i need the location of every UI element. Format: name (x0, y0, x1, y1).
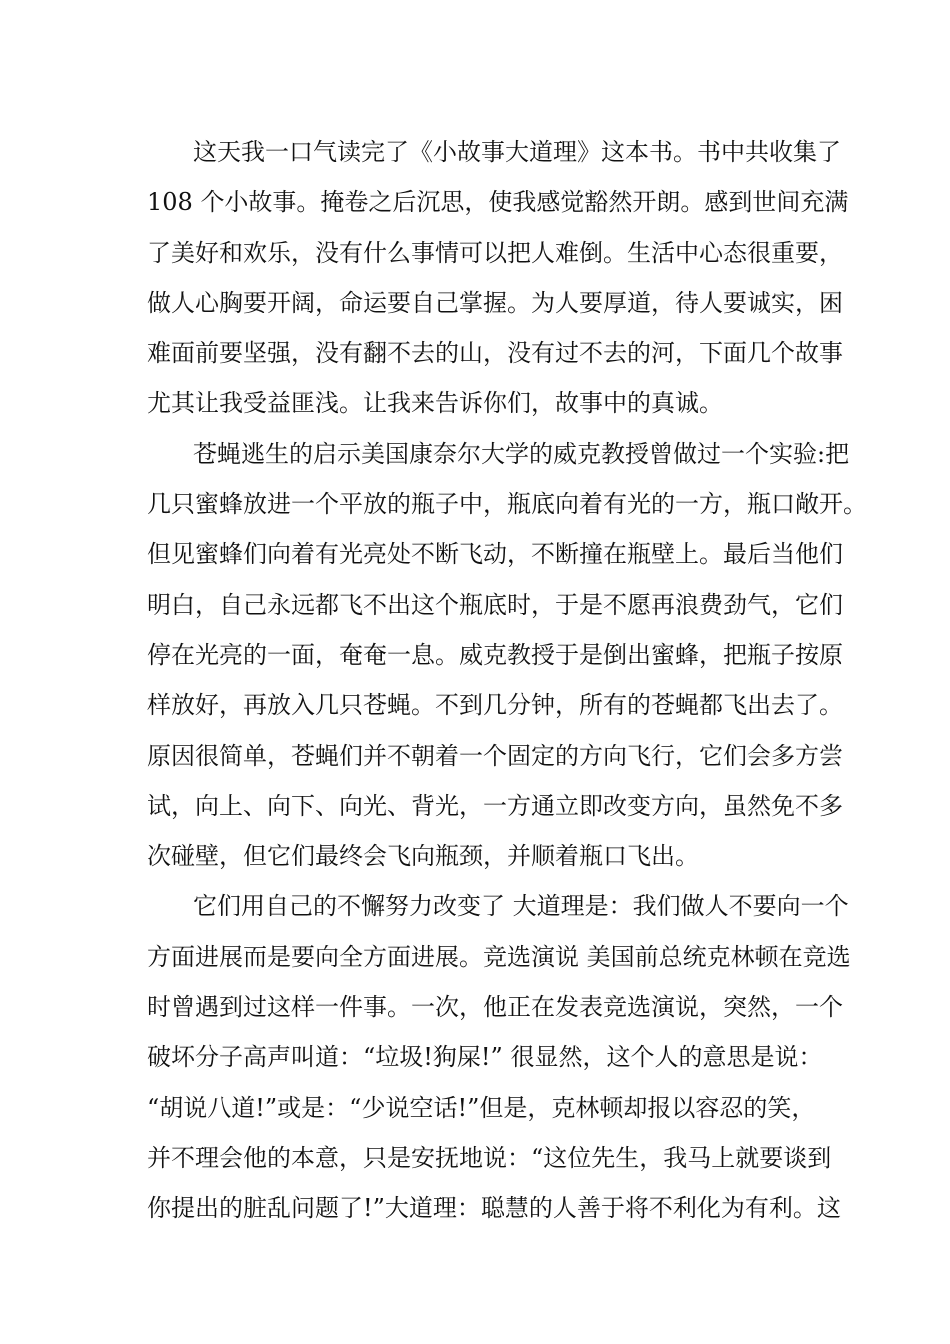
paragraph-1-line-3: 了美好和欢乐，没有什么事情可以把人难倒。生活中心态很重要， (147, 238, 843, 267)
paragraph-2-line-8: 试，向上、向下、向光、背光，一方通立即改变方向，虽然免不多 (147, 791, 843, 820)
paragraph-1-line-6: 尤其让我受益匪浅。让我来告诉你们，故事中的真诚。 (147, 389, 723, 418)
paragraph-3-line-4: 破坏分子高声叫道：“垃圾!狗屎!” 很显然，这个人的意思是说： (147, 1043, 823, 1072)
paragraph-2-line-3: 但见蜜蜂们向着有光亮处不断飞动，不断撞在瓶壁上。最后当他们 (147, 540, 843, 569)
paragraph-3-line-7: 你提出的脏乱问题了!”大道理：聪慧的人善于将不利化为有利。这 (147, 1194, 841, 1223)
paragraph-1-line-2: 108 个小故事。掩卷之后沉思，使我感觉豁然开朗。感到世间充满 (147, 188, 849, 217)
paragraph-1-line-1: 这天我一口气读完了《小故事大道理》这本书。书中共收集了 (193, 138, 841, 166)
paragraph-2-line-9: 次碰壁，但它们最终会飞向瓶颈，并顺着瓶口飞出。 (147, 842, 699, 871)
paragraph-3-line-5: “胡说八道!”或是：“少说空话!”但是，克林顿却报以容忍的笑， (147, 1093, 816, 1122)
paragraph-2-line-6: 样放好，再放入几只苍蝇。不到几分钟，所有的苍蝇都飞出去了。 (147, 691, 843, 720)
paragraph-3-line-3: 时曾遇到过这样一件事。一次，他正在发表竞选演说，突然，一个 (147, 993, 843, 1022)
paragraph-2-line-4: 明白，自己永远都飞不出这个瓶底时，于是不愿再浪费劲气，它们 (147, 590, 843, 619)
paragraph-1-line-5: 难面前要坚强，没有翻不去的山，没有过不去的河，下面几个故事 (147, 339, 843, 368)
paragraph-3-line-1: 它们用自己的不懈努力改变了 大道理是：我们做人不要向一个 (193, 892, 849, 921)
document-body (147, 127, 867, 1234)
paragraph-2-line-7: 原因很简单，苍蝇们并不朝着一个固定的方向飞行，它们会多方尝 (147, 741, 843, 770)
paragraph-3-line-6: 并不理会他的本意，只是安抚地说：“这位先生，我马上就要谈到 (147, 1143, 832, 1172)
paragraph-2-line-1: 苍蝇逃生的启示美国康奈尔大学的威克教授曾做过一个实验:把 (193, 439, 850, 468)
paragraph-2-line-2: 几只蜜蜂放进一个平放的瓶子中，瓶底向着有光的一方，瓶口敞开。 (147, 490, 867, 519)
paragraph-1-line-4: 做人心胸要开阔，命运要自己掌握。为人要厚道，待人要诚实，困 (147, 288, 843, 317)
paragraph-3-line-2: 方面进展而是要向全方面进展。竞选演说 美国前总统克林顿在竞选 (147, 942, 851, 971)
paragraph-2-line-5: 停在光亮的一面，奄奄一息。威克教授于是倒出蜜蜂，把瓶子按原 (147, 640, 843, 669)
